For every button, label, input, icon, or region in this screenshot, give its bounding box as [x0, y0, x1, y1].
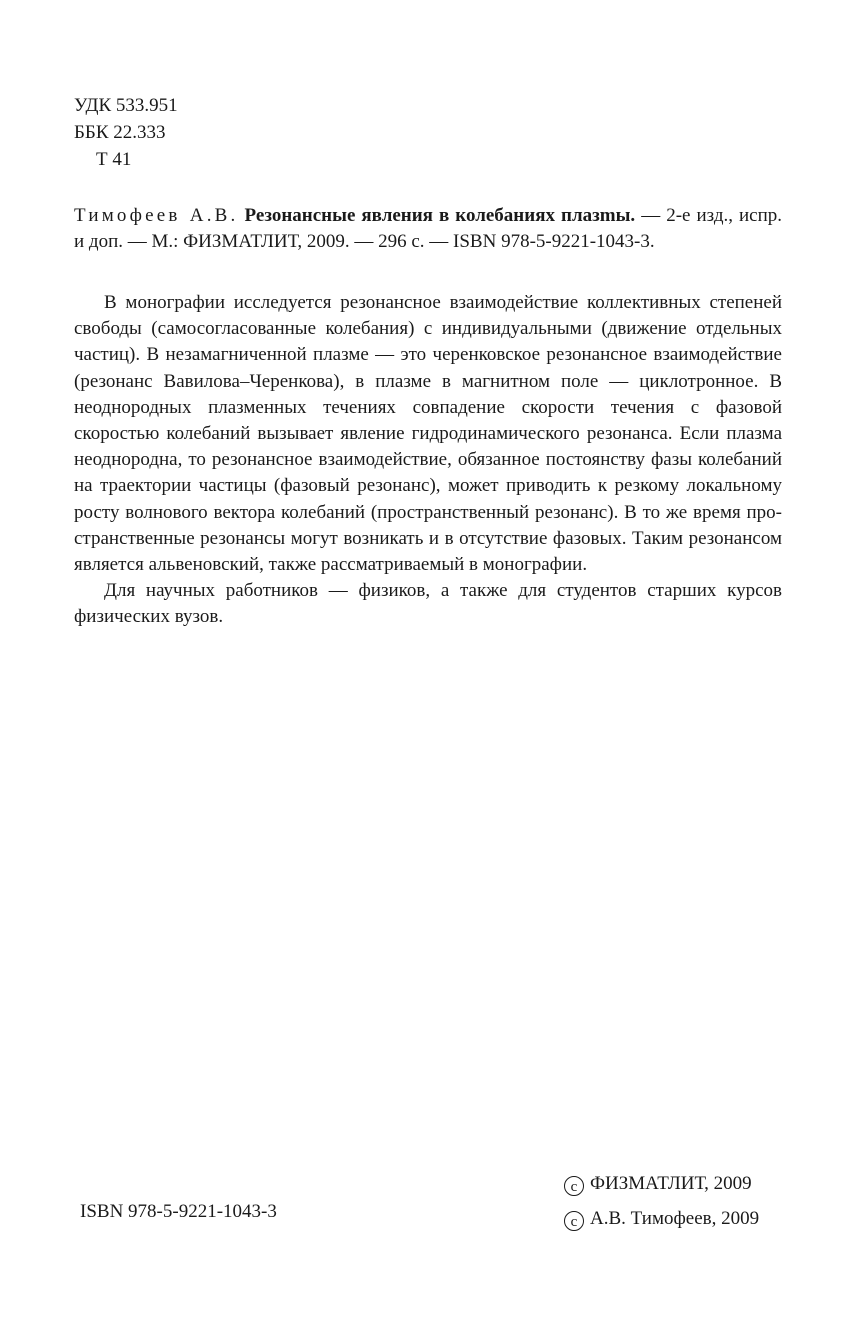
bbk-code: ББК 22.333	[74, 122, 166, 143]
audience-paragraph: Для научных работников — физиков, а также для студентов старших курсов физических вузов.	[74, 580, 782, 628]
author-mark: Т 41	[96, 149, 132, 170]
copyright-icon: c	[564, 1176, 584, 1196]
abstract-paragraph: В монографии исследуется резонансное взаимодействие коллективных степеней свободы (самосогласованные колебания) с индивидуальными (движение отдельных частиц). В незамагниченной плазме — это черенковское резонансное взаимодействие (резонанс Вавилова–Черенкова), в плазме в магнитном поле — циклотронное. В неоднородных плазменных течениях совпадение скорости течения с фазовой скоростью колебаний вызывает явление гидродинамического резонанса. Если плазма неоднородна, то резонансное взаимодействие, обязанное постоянству фазы колебаний на траектории частицы (фазовый резонанс), может приводить к резкому локальному росту волнового вектора колебаний (пространственный резонанс). В то же время пространственные резонансы могут возникать и в отсутствие фазовых. Таким резонансом является альвеновский, также рассматриваемый в монографии.	[74, 292, 782, 576]
classification-codes	[74, 92, 178, 173]
book-title: Резонансные явления в колебаниях плазmы.	[244, 205, 636, 226]
copyright-publisher: ФИЗМАТЛИТ, 2009	[590, 1173, 752, 1194]
author-name: Тимофеев А.В.	[74, 205, 239, 226]
copyright-author: А.В. Тимофеев, 2009	[590, 1208, 760, 1229]
copyright-block	[564, 1166, 759, 1236]
bibliographic-record	[74, 203, 782, 255]
isbn-number: ISBN 978-5-9221-1043-3	[80, 1201, 277, 1222]
udk-code: УДК 533.951	[74, 95, 178, 116]
copyright-author-line	[564, 1201, 759, 1236]
copyright-icon: c	[564, 1211, 584, 1231]
copyright-publisher-line	[564, 1166, 759, 1201]
publication-details: — 2-е изд., испр. и доп. — М.: ФИЗМАТЛИТ, 2009. — 296 с. — ISBN 978-5-9221-1043-3.	[74, 205, 783, 252]
abstract	[74, 290, 782, 631]
